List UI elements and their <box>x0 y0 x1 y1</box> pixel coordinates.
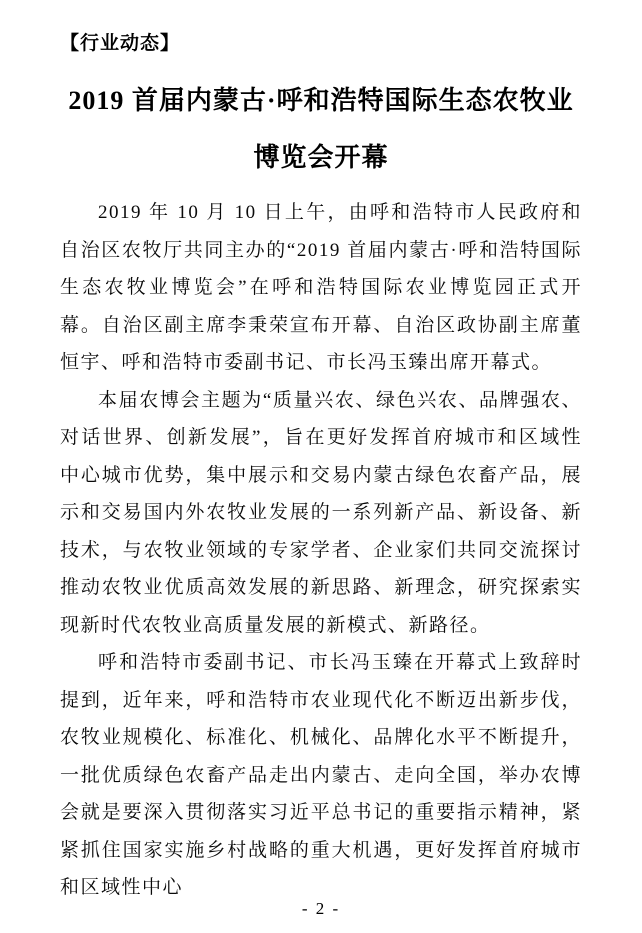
article-title <box>60 72 582 186</box>
paragraph-1: 2019 年 10 月 10 日上午，由呼和浩特市人民政府和自治区农牧厅共同主办的“2019 首届内蒙古·呼和浩特国际生态农牧业博览会”在呼和浩特国际农业博览园正式开幕。自治区副主席李秉荣宣布开幕、自治区政协副主席董恒宇、呼和浩特市委副书记、市长冯玉臻出席开幕式。 <box>60 202 582 373</box>
article-title-line1: 2019 首届内蒙古·呼和浩特国际生态农牧业 <box>68 86 574 115</box>
section-header: 【行业动态】 <box>60 32 181 54</box>
article-body <box>60 194 582 907</box>
paragraph-3: 呼和浩特市委副书记、市长冯玉臻在开幕式上致辞时提到，近年来，呼和浩特市农业现代化不断迈出新步伐，农牧业规模化、标准化、机械化、品牌化水平不断提升，一批优质绿色农畜产品走出内蒙古、走向全国，举办农博会就是要深入贯彻落实习近平总书记的重要指示精神，紧紧抓住国家实施乡村战略的重大机遇，更好发挥首府城市和区域性中心 <box>60 652 582 898</box>
page-number: - 2 - <box>301 899 341 918</box>
article-title-line2: 博览会开幕 <box>253 143 389 172</box>
paragraph-2: 本届农博会主题为“质量兴农、绿色兴农、品牌强农、对话世界、创新发展”，旨在更好发挥首府城市和区域性中心城市优势，集中展示和交易内蒙古绿色农畜产品，展示和交易国内外农牧业发展的一系列新产品、新设备、新技术，与农牧业领域的专家学者、企业家们共同交流探讨推动农牧业优质高效发展的新思路、新理念，研究探索实现新时代农牧业高质量发展的新模式、新路径。 <box>60 389 582 636</box>
